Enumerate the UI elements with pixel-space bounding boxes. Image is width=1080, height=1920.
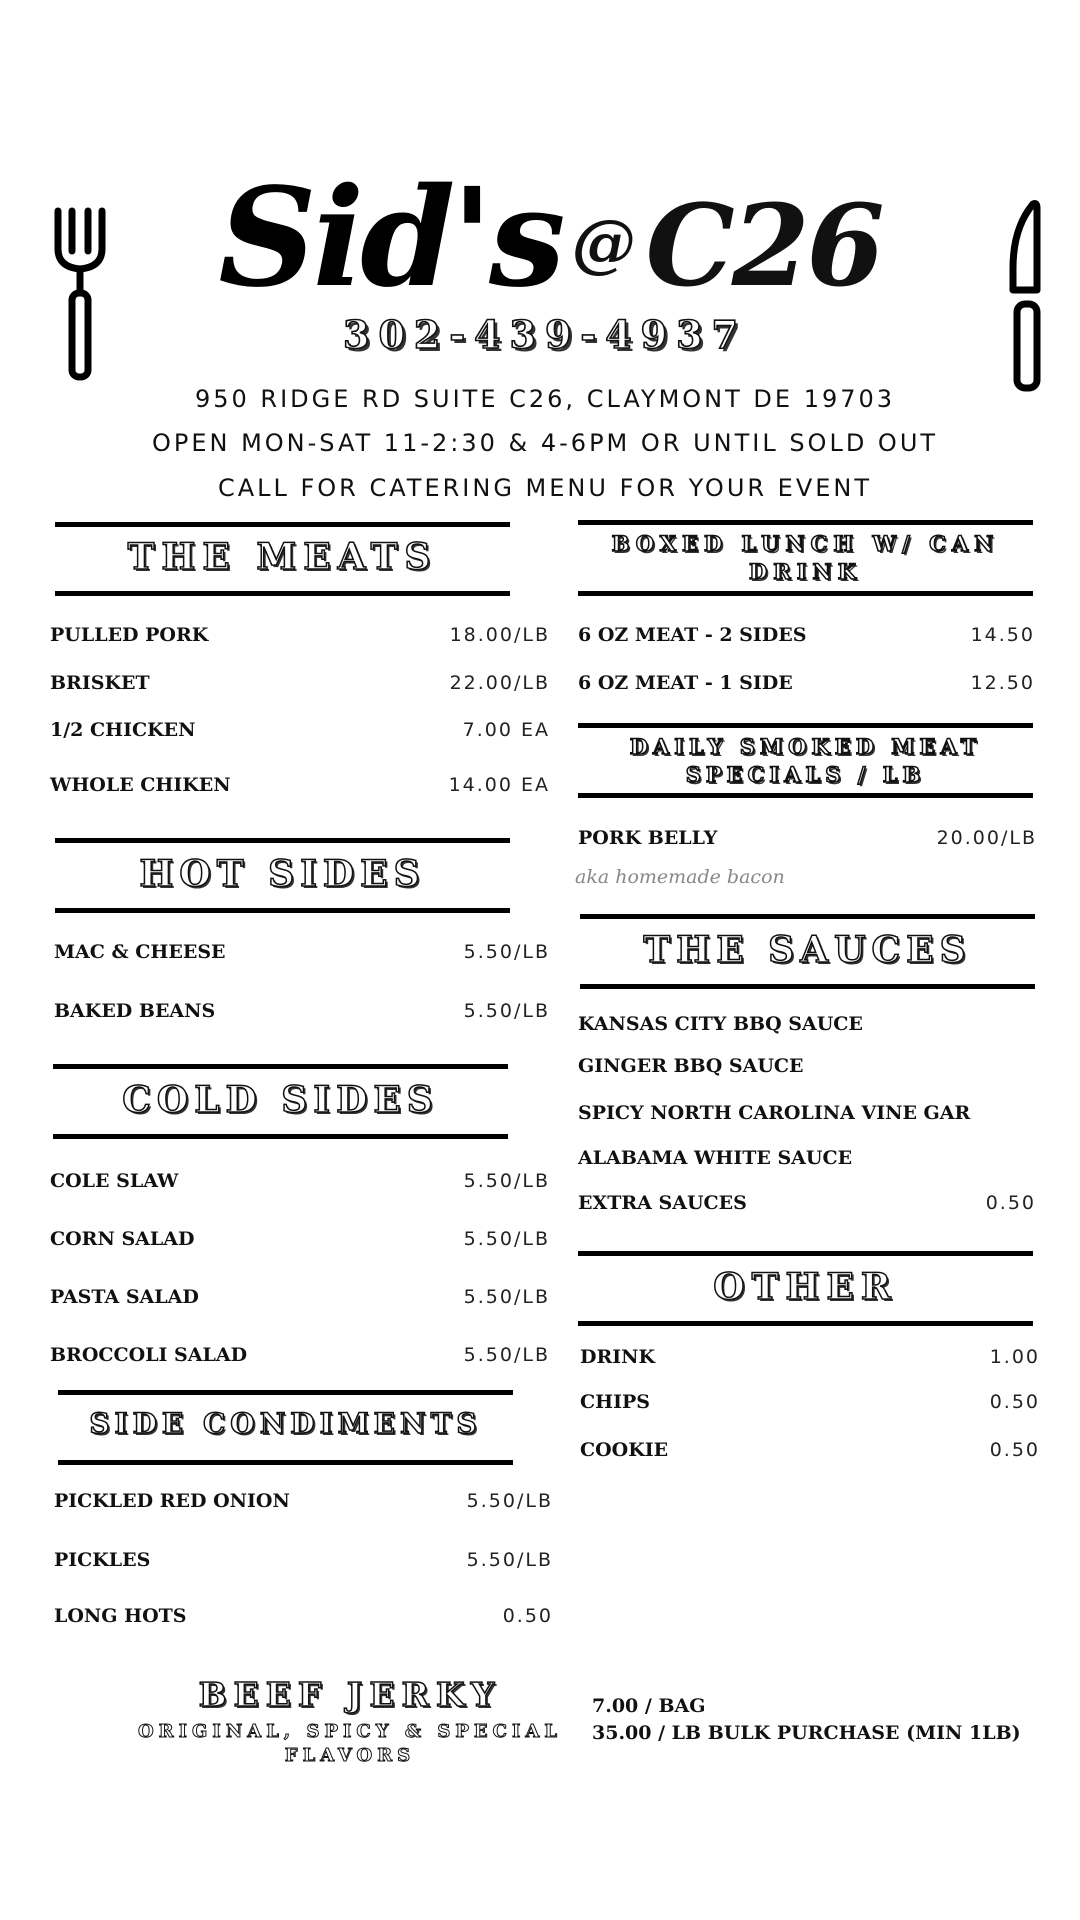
- menu-item-price: 5.50/LB: [463, 1000, 550, 1022]
- hours: OPEN MON-SAT 11-2:30 & 4-6PM OR UNTIL SOLD OUT: [151, 429, 939, 457]
- menu-item-name: 6 OZ MEAT - 1 SIDE: [578, 672, 793, 694]
- menu-item-price: 5.50/LB: [466, 1490, 553, 1512]
- menu-item-name: BAKED BEANS: [54, 1000, 216, 1022]
- divider: [55, 522, 510, 527]
- menu-item-price: 14.00 EA: [448, 774, 550, 796]
- menu-item-name: PICKLES: [54, 1549, 151, 1571]
- menu-item-name: CHIPS: [580, 1391, 650, 1413]
- menu-item-price: 22.00/LB: [449, 672, 550, 694]
- menu-item-price: 5.50/LB: [463, 941, 550, 963]
- catering-note: CALL FOR CATERING MENU FOR YOUR EVENT: [217, 474, 873, 502]
- divider: [578, 1251, 1033, 1256]
- knife-icon: [1005, 198, 1049, 394]
- divider: [58, 1390, 513, 1395]
- menu-item-price: 5.50/LB: [463, 1228, 550, 1250]
- menu-item-name: PICKLED RED ONION: [54, 1490, 290, 1512]
- menu-item-name: PORK BELLY: [578, 827, 718, 849]
- divider: [578, 723, 1033, 728]
- restaurant-name: Sid's: [218, 158, 562, 318]
- menu-item-name: GINGER BBQ SAUCE: [578, 1055, 804, 1077]
- menu-item-price: 0.50: [985, 1192, 1036, 1214]
- menu-item-price: 1.00: [989, 1346, 1040, 1368]
- menu-item-price: 12.50: [970, 672, 1035, 694]
- menu-item-price: 0.50: [989, 1439, 1040, 1461]
- divider: [578, 591, 1033, 596]
- divider: [578, 520, 1033, 525]
- phone-number: 302-439-4937: [343, 312, 747, 357]
- menu-item-price: 0.50: [989, 1391, 1040, 1413]
- condiments-heading: SIDE CONDIMENTS: [89, 1407, 482, 1440]
- jerky-price-bag: 7.00 / BAG: [592, 1695, 706, 1717]
- menu-item-name: LONG HOTS: [54, 1605, 187, 1627]
- divider: [55, 838, 510, 843]
- divider: [580, 914, 1035, 919]
- jerky-price-bulk: 35.00 / LB BULK PURCHASE (MIN 1LB): [592, 1722, 1021, 1744]
- divider: [58, 1460, 513, 1465]
- restaurant-location: C26: [645, 181, 882, 312]
- menu-item-name: WHOLE CHIKEN: [50, 774, 231, 796]
- divider: [53, 1134, 508, 1139]
- menu-item-price: 18.00/LB: [449, 624, 550, 646]
- jerky-heading: BEEF JERKY: [198, 1675, 502, 1714]
- cold-sides-heading: COLD SIDES: [122, 1079, 439, 1121]
- other-heading: OTHER: [713, 1266, 898, 1308]
- menu-item-price: 7.00 EA: [462, 719, 550, 741]
- menu-item-name: CORN SALAD: [50, 1228, 195, 1250]
- divider: [580, 984, 1035, 989]
- menu-item-name: COOKIE: [580, 1439, 669, 1461]
- menu-item-name: BROCCOLI SALAD: [50, 1344, 248, 1366]
- menu-item-price: 5.50/LB: [463, 1170, 550, 1192]
- menu-item-price: 5.50/LB: [466, 1549, 553, 1571]
- menu-item-name: BRISKET: [50, 672, 150, 694]
- menu-item-name: ALABAMA WHITE SAUCE: [578, 1147, 853, 1169]
- sauces-heading: THE SAUCES: [643, 929, 972, 971]
- boxed-lunch-heading: BOXED LUNCH W/ CAN DRINK: [611, 531, 1000, 585]
- address: 950 RIDGE RD SUITE C26, CLAYMONT DE 19703: [194, 385, 896, 413]
- divider: [578, 793, 1033, 798]
- restaurant-title: [180, 158, 920, 318]
- menu-item-price: 5.50/LB: [463, 1286, 550, 1308]
- menu-item-name: KANSAS CITY BBQ SAUCE: [578, 1013, 863, 1035]
- fork-icon: [52, 205, 108, 385]
- menu-item-name: COLE SLAW: [50, 1170, 179, 1192]
- divider: [55, 908, 510, 913]
- item-note: aka homemade bacon: [575, 866, 785, 888]
- menu-item-price: 14.50: [970, 624, 1035, 646]
- divider: [55, 591, 510, 596]
- divider: [53, 1064, 508, 1069]
- menu-item-price: 20.00/LB: [936, 827, 1037, 849]
- jerky-subtitle: ORIGINAL, SPICY & SPECIAL FLAVORS: [138, 1721, 562, 1767]
- menu-item-name: 6 OZ MEAT - 2 SIDES: [578, 624, 807, 646]
- menu-item-name: PULLED PORK: [50, 624, 209, 646]
- menu-item-name: EXTRA SAUCES: [578, 1192, 747, 1214]
- specials-heading: DAILY SMOKED MEAT SPECIALS / LB: [629, 734, 982, 788]
- menu-item-price: 0.50: [502, 1605, 553, 1627]
- divider: [578, 1321, 1033, 1326]
- menu-item-price: 5.50/LB: [463, 1344, 550, 1366]
- menu-item-name: DRINK: [580, 1346, 656, 1368]
- menu-item-name: PASTA SALAD: [50, 1286, 199, 1308]
- menu-item-name: 1/2 CHICKEN: [50, 719, 196, 741]
- at-symbol: @: [571, 206, 636, 281]
- menu-item-name: SPICY NORTH CAROLINA VINE GAR: [578, 1102, 971, 1124]
- hot-sides-heading: HOT SIDES: [139, 853, 426, 895]
- menu-item-name: MAC & CHEESE: [54, 941, 226, 963]
- meats-heading: THE MEATS: [127, 536, 438, 578]
